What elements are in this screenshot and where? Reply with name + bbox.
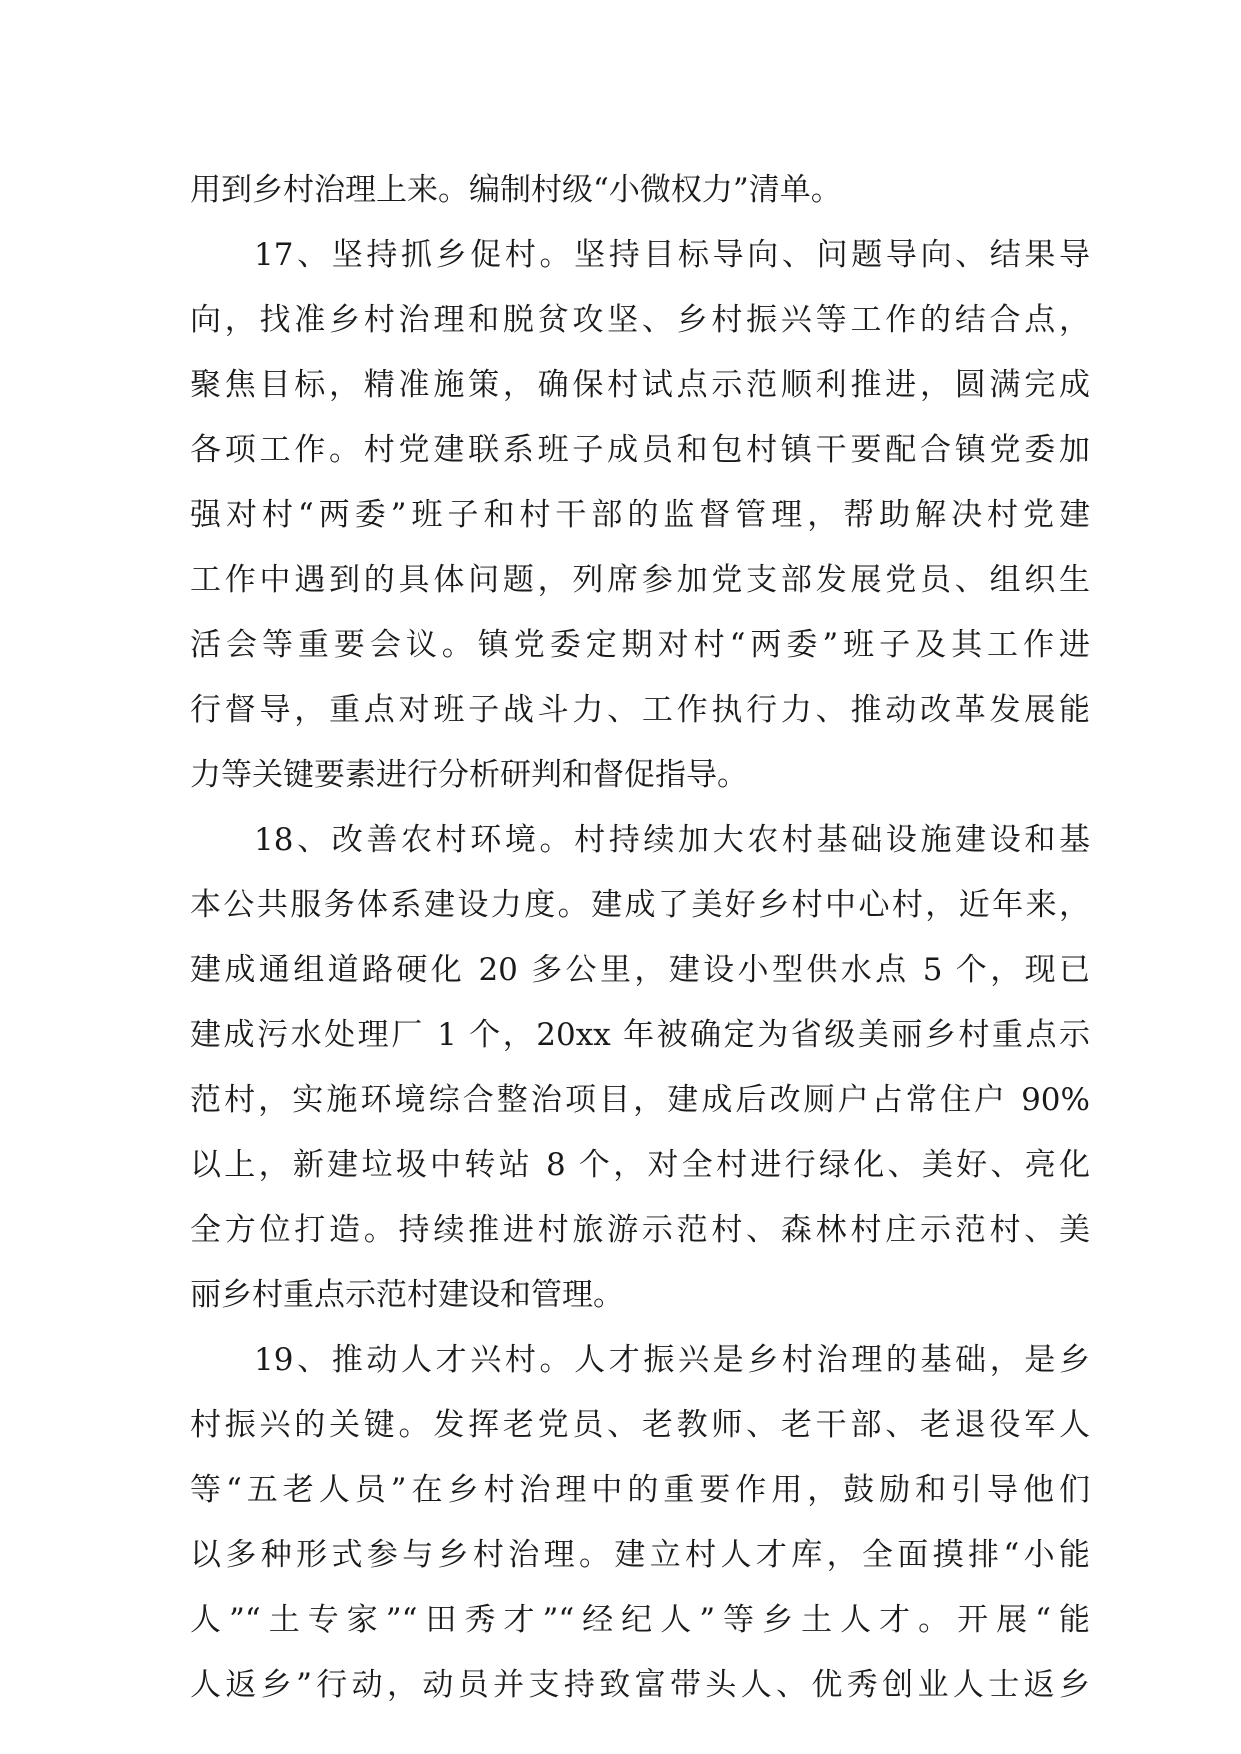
text-line: 用到乡村治理上来。编制村级“小微权力”清单。 — [190, 172, 842, 208]
text-line: 村振兴的关键。发挥老党员、老教师、老干部、老退役军人 — [190, 1407, 1090, 1443]
body-text — [190, 158, 1090, 1718]
text-line: 向，找准乡村治理和脱贫攻坚、乡村振兴等工作的结合点， — [190, 302, 1090, 338]
text-line: 以上，新建垃圾中转站 8 个，对全村进行绿化、美好、亮化 — [190, 1147, 1090, 1183]
paragraph-18-first-line: 18、改善农村环境。村持续加大农村基础设施建设和基 — [254, 822, 1090, 858]
text-line: 行督导，重点对班子战斗力、工作执行力、推动改革发展能 — [190, 692, 1090, 728]
text-line: 建成污水处理厂 1 个，20xx 年被确定为省级美丽乡村重点示 — [190, 1017, 1090, 1053]
text-line: 全方位打造。持续推进村旅游示范村、森林村庄示范村、美 — [190, 1212, 1090, 1248]
text-line: 等“五老人员”在乡村治理中的重要作用，鼓励和引导他们 — [190, 1472, 1090, 1508]
text-line: 本公共服务体系建设力度。建成了美好乡村中心村，近年来， — [190, 887, 1090, 923]
text-line: 工作中遇到的具体问题，列席参加党支部发展党员、组织生 — [190, 562, 1090, 598]
paragraph-19-first-line: 19、推动人才兴村。人才振兴是乡村治理的基础，是乡 — [254, 1342, 1090, 1378]
text-line: 聚焦目标，精准施策，确保村试点示范顺利推进，圆满完成 — [190, 367, 1090, 403]
text-line: 丽乡村重点示范村建设和管理。 — [190, 1277, 624, 1313]
text-line: 范村，实施环境综合整治项目，建成后改厕户占常住户 90% — [190, 1082, 1090, 1118]
text-line: 人”“土专家”“田秀才”“经纪人”等乡土人才。开展“能 — [190, 1602, 1090, 1638]
text-line: 人返乡”行动，动员并支持致富带头人、优秀创业人士返乡 — [190, 1667, 1090, 1703]
paragraph-17-first-line: 17、坚持抓乡促村。坚持目标导向、问题导向、结果导 — [254, 237, 1090, 273]
text-line: 各项工作。村党建联系班子成员和包村镇干要配合镇党委加 — [190, 432, 1090, 468]
text-line: 活会等重要会议。镇党委定期对村“两委”班子及其工作进 — [190, 627, 1090, 663]
text-line: 建成通组道路硬化 20 多公里，建设小型供水点 5 个，现已 — [190, 952, 1090, 988]
text-line: 力等关键要素进行分析研判和督促指导。 — [190, 757, 748, 793]
text-line: 以多种形式参与乡村治理。建立村人才库，全面摸排“小能 — [190, 1537, 1090, 1573]
text-line: 强对村“两委”班子和村干部的监督管理，帮助解决村党建 — [190, 497, 1090, 533]
